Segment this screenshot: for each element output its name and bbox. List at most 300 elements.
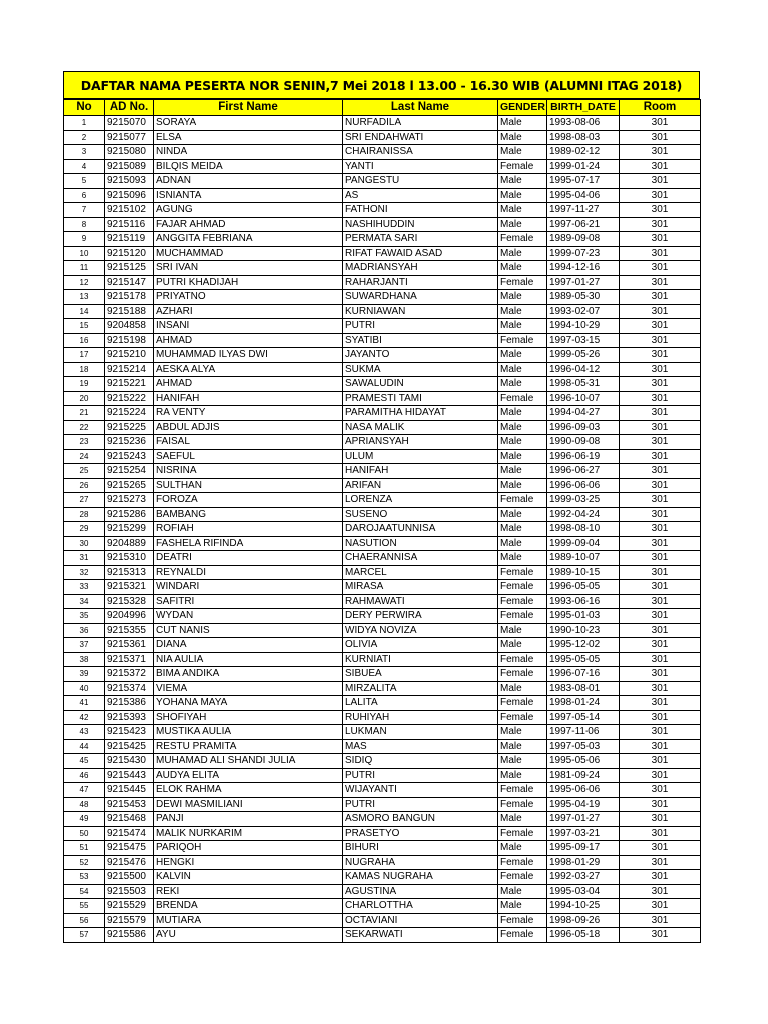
birth-date-cell: 1997-11-27 — [547, 203, 620, 218]
birth-date-cell: 1989-05-30 — [547, 290, 620, 305]
first-name-cell: NIA AULIA — [154, 652, 343, 667]
gender-cell: Male — [498, 536, 547, 551]
room-cell: 301 — [620, 551, 701, 566]
table-row — [64, 913, 701, 928]
last-name-cell: FATHONI — [343, 203, 498, 218]
table-row — [64, 130, 701, 145]
birth-date-cell: 1997-06-21 — [547, 217, 620, 232]
gender-cell: Male — [498, 406, 547, 421]
row-no-cell: 33 — [64, 580, 105, 595]
gender-cell: Female — [498, 797, 547, 812]
last-name-cell: MADRIANSYAH — [343, 261, 498, 276]
last-name-cell: WIJAYANTI — [343, 783, 498, 798]
gender-cell: Female — [498, 667, 547, 682]
table-row — [64, 449, 701, 464]
first-name-cell: INSANI — [154, 319, 343, 334]
birth-date-cell: 1996-05-18 — [547, 928, 620, 943]
room-cell: 301 — [620, 884, 701, 899]
first-name-cell: RESTU PRAMITA — [154, 739, 343, 754]
first-name-cell: CUT NANIS — [154, 623, 343, 638]
gender-cell: Male — [498, 884, 547, 899]
table-row — [64, 696, 701, 711]
table-row — [64, 217, 701, 232]
room-cell: 301 — [620, 348, 701, 363]
last-name-cell: KURNIAWAN — [343, 304, 498, 319]
row-no-cell: 32 — [64, 565, 105, 580]
room-cell: 301 — [620, 159, 701, 174]
birth-date-cell: 1995-06-06 — [547, 783, 620, 798]
row-no-cell: 30 — [64, 536, 105, 551]
ad-no-cell: 9215529 — [105, 899, 154, 914]
first-name-cell: ANGGITA FEBRIANA — [154, 232, 343, 247]
last-name-cell: NURFADILA — [343, 116, 498, 131]
participant-table — [63, 99, 701, 943]
room-cell: 301 — [620, 174, 701, 189]
room-cell: 301 — [620, 261, 701, 276]
ad-no-cell: 9215198 — [105, 333, 154, 348]
birth-date-cell: 1993-06-16 — [547, 594, 620, 609]
birth-date-cell: 1998-08-10 — [547, 522, 620, 537]
table-row — [64, 232, 701, 247]
ad-no-cell: 9215210 — [105, 348, 154, 363]
table-row — [64, 159, 701, 174]
ad-no-cell: 9204996 — [105, 609, 154, 624]
gender-cell: Male — [498, 174, 547, 189]
first-name-cell: AZHARI — [154, 304, 343, 319]
last-name-cell: RAHARJANTI — [343, 275, 498, 290]
row-no-cell: 37 — [64, 638, 105, 653]
last-name-cell: NASUTION — [343, 536, 498, 551]
ad-no-cell: 9215361 — [105, 638, 154, 653]
ad-no-cell: 9215430 — [105, 754, 154, 769]
ad-no-cell: 9215222 — [105, 391, 154, 406]
table-row — [64, 319, 701, 334]
room-cell: 301 — [620, 812, 701, 827]
row-no-cell: 29 — [64, 522, 105, 537]
row-no-cell: 35 — [64, 609, 105, 624]
birth-date-cell: 1997-01-27 — [547, 812, 620, 827]
table-row — [64, 551, 701, 566]
birth-date-cell: 1998-09-26 — [547, 913, 620, 928]
row-no-cell: 26 — [64, 478, 105, 493]
first-name-cell: BIMA ANDIKA — [154, 667, 343, 682]
birth-date-cell: 1996-09-03 — [547, 420, 620, 435]
ad-no-cell: 9215273 — [105, 493, 154, 508]
col-header-gender: GENDER — [498, 100, 547, 116]
room-cell: 301 — [620, 377, 701, 392]
gender-cell: Male — [498, 464, 547, 479]
gender-cell: Female — [498, 870, 547, 885]
birth-date-cell: 1989-10-15 — [547, 565, 620, 580]
gender-cell: Female — [498, 855, 547, 870]
table-row — [64, 507, 701, 522]
birth-date-cell: 1995-07-17 — [547, 174, 620, 189]
ad-no-cell: 9215468 — [105, 812, 154, 827]
room-cell: 301 — [620, 754, 701, 769]
last-name-cell: RIFAT FAWAID ASAD — [343, 246, 498, 261]
birth-date-cell: 1996-10-07 — [547, 391, 620, 406]
first-name-cell: AESKA ALYA — [154, 362, 343, 377]
room-cell: 301 — [620, 130, 701, 145]
ad-no-cell: 9215586 — [105, 928, 154, 943]
row-no-cell: 21 — [64, 406, 105, 421]
row-no-cell: 19 — [64, 377, 105, 392]
row-no-cell: 39 — [64, 667, 105, 682]
participant-sheet — [63, 71, 700, 943]
last-name-cell: SRI ENDAHWATI — [343, 130, 498, 145]
row-no-cell: 54 — [64, 884, 105, 899]
birth-date-cell: 1995-01-03 — [547, 609, 620, 624]
table-row — [64, 203, 701, 218]
room-cell: 301 — [620, 623, 701, 638]
ad-no-cell: 9215077 — [105, 130, 154, 145]
room-cell: 301 — [620, 319, 701, 334]
last-name-cell: RUHIYAH — [343, 710, 498, 725]
room-cell: 301 — [620, 870, 701, 885]
birth-date-cell: 1994-10-29 — [547, 319, 620, 334]
table-row — [64, 623, 701, 638]
birth-date-cell: 1990-09-08 — [547, 435, 620, 450]
table-row — [64, 333, 701, 348]
gender-cell: Male — [498, 739, 547, 754]
row-no-cell: 50 — [64, 826, 105, 841]
last-name-cell: PERMATA SARI — [343, 232, 498, 247]
row-no-cell: 42 — [64, 710, 105, 725]
gender-cell: Female — [498, 696, 547, 711]
gender-cell: Male — [498, 725, 547, 740]
col-header-ad-no: AD No. — [105, 100, 154, 116]
room-cell: 301 — [620, 797, 701, 812]
birth-date-cell: 1996-06-19 — [547, 449, 620, 464]
first-name-cell: FAJAR AHMAD — [154, 217, 343, 232]
first-name-cell: WINDARI — [154, 580, 343, 595]
last-name-cell: YANTI — [343, 159, 498, 174]
ad-no-cell: 9215503 — [105, 884, 154, 899]
ad-no-cell: 9215147 — [105, 275, 154, 290]
gender-cell: Male — [498, 116, 547, 131]
last-name-cell: AS — [343, 188, 498, 203]
table-row — [64, 855, 701, 870]
ad-no-cell: 9215236 — [105, 435, 154, 450]
room-cell: 301 — [620, 435, 701, 450]
first-name-cell: ELSA — [154, 130, 343, 145]
ad-no-cell: 9215120 — [105, 246, 154, 261]
last-name-cell: PANGESTU — [343, 174, 498, 189]
col-header-no: No — [64, 100, 105, 116]
first-name-cell: DIANA — [154, 638, 343, 653]
table-row — [64, 580, 701, 595]
table-row — [64, 290, 701, 305]
room-cell: 301 — [620, 522, 701, 537]
last-name-cell: SEKARWATI — [343, 928, 498, 943]
last-name-cell: SAWALUDIN — [343, 377, 498, 392]
first-name-cell: SRI IVAN — [154, 261, 343, 276]
row-no-cell: 14 — [64, 304, 105, 319]
row-no-cell: 16 — [64, 333, 105, 348]
row-no-cell: 46 — [64, 768, 105, 783]
table-row — [64, 435, 701, 450]
row-no-cell: 5 — [64, 174, 105, 189]
last-name-cell: CHARLOTTHA — [343, 899, 498, 914]
gender-cell: Male — [498, 217, 547, 232]
last-name-cell: BIHURI — [343, 841, 498, 856]
room-cell: 301 — [620, 188, 701, 203]
gender-cell: Male — [498, 754, 547, 769]
first-name-cell: MUCHAMMAD — [154, 246, 343, 261]
table-row — [64, 754, 701, 769]
ad-no-cell: 9215313 — [105, 565, 154, 580]
ad-no-cell: 9215221 — [105, 377, 154, 392]
last-name-cell: MIRZALITA — [343, 681, 498, 696]
table-row — [64, 362, 701, 377]
last-name-cell: DERY PERWIRA — [343, 609, 498, 624]
ad-no-cell: 9215423 — [105, 725, 154, 740]
room-cell: 301 — [620, 362, 701, 377]
row-no-cell: 1 — [64, 116, 105, 131]
gender-cell: Female — [498, 710, 547, 725]
first-name-cell: VIEMA — [154, 681, 343, 696]
room-cell: 301 — [620, 290, 701, 305]
birth-date-cell: 1999-09-04 — [547, 536, 620, 551]
row-no-cell: 15 — [64, 319, 105, 334]
last-name-cell: PRASETYO — [343, 826, 498, 841]
last-name-cell: LUKMAN — [343, 725, 498, 740]
first-name-cell: SULTHAN — [154, 478, 343, 493]
table-row — [64, 464, 701, 479]
ad-no-cell: 9215224 — [105, 406, 154, 421]
gender-cell: Male — [498, 130, 547, 145]
table-row — [64, 710, 701, 725]
room-cell: 301 — [620, 536, 701, 551]
room-cell: 301 — [620, 420, 701, 435]
ad-no-cell: 9215372 — [105, 667, 154, 682]
room-cell: 301 — [620, 391, 701, 406]
room-cell: 301 — [620, 275, 701, 290]
table-body — [64, 116, 701, 943]
last-name-cell: PUTRI — [343, 319, 498, 334]
ad-no-cell: 9215119 — [105, 232, 154, 247]
row-no-cell: 28 — [64, 507, 105, 522]
table-row — [64, 188, 701, 203]
ad-no-cell: 9215474 — [105, 826, 154, 841]
table-row — [64, 725, 701, 740]
ad-no-cell: 9215089 — [105, 159, 154, 174]
gender-cell: Male — [498, 899, 547, 914]
room-cell: 301 — [620, 841, 701, 856]
first-name-cell: ROFIAH — [154, 522, 343, 537]
gender-cell: Male — [498, 812, 547, 827]
last-name-cell: NASA MALIK — [343, 420, 498, 435]
row-no-cell: 11 — [64, 261, 105, 276]
row-no-cell: 27 — [64, 493, 105, 508]
last-name-cell: SYATIBI — [343, 333, 498, 348]
birth-date-cell: 1997-05-14 — [547, 710, 620, 725]
room-cell: 301 — [620, 580, 701, 595]
birth-date-cell: 1993-02-07 — [547, 304, 620, 319]
row-no-cell: 18 — [64, 362, 105, 377]
header-row — [64, 100, 701, 116]
ad-no-cell: 9204889 — [105, 536, 154, 551]
first-name-cell: AUDYA ELITA — [154, 768, 343, 783]
row-no-cell: 10 — [64, 246, 105, 261]
first-name-cell: SAEFUL — [154, 449, 343, 464]
table-row — [64, 594, 701, 609]
birth-date-cell: 1996-04-12 — [547, 362, 620, 377]
table-row — [64, 261, 701, 276]
row-no-cell: 48 — [64, 797, 105, 812]
last-name-cell: OCTAVIANI — [343, 913, 498, 928]
room-cell: 301 — [620, 913, 701, 928]
first-name-cell: AHMAD — [154, 377, 343, 392]
room-cell: 301 — [620, 449, 701, 464]
last-name-cell: PRAMESTI TAMI — [343, 391, 498, 406]
room-cell: 301 — [620, 246, 701, 261]
last-name-cell: RAHMAWATI — [343, 594, 498, 609]
ad-no-cell: 9215070 — [105, 116, 154, 131]
gender-cell: Female — [498, 652, 547, 667]
table-row — [64, 783, 701, 798]
table-row — [64, 812, 701, 827]
ad-no-cell: 9215475 — [105, 841, 154, 856]
room-cell: 301 — [620, 652, 701, 667]
first-name-cell: SHOFIYAH — [154, 710, 343, 725]
last-name-cell: NUGRAHA — [343, 855, 498, 870]
first-name-cell: BAMBANG — [154, 507, 343, 522]
birth-date-cell: 1995-04-19 — [547, 797, 620, 812]
table-row — [64, 609, 701, 624]
table-row — [64, 768, 701, 783]
gender-cell: Male — [498, 203, 547, 218]
ad-no-cell: 9215500 — [105, 870, 154, 885]
first-name-cell: AHMAD — [154, 333, 343, 348]
row-no-cell: 2 — [64, 130, 105, 145]
room-cell: 301 — [620, 928, 701, 943]
room-cell: 301 — [620, 478, 701, 493]
last-name-cell: JAYANTO — [343, 348, 498, 363]
row-no-cell: 6 — [64, 188, 105, 203]
row-no-cell: 3 — [64, 145, 105, 160]
table-row — [64, 884, 701, 899]
gender-cell: Male — [498, 478, 547, 493]
birth-date-cell: 1996-06-27 — [547, 464, 620, 479]
first-name-cell: DEATRI — [154, 551, 343, 566]
birth-date-cell: 1990-10-23 — [547, 623, 620, 638]
table-row — [64, 797, 701, 812]
gender-cell: Male — [498, 246, 547, 261]
ad-no-cell: 9215243 — [105, 449, 154, 464]
gender-cell: Female — [498, 275, 547, 290]
table-row — [64, 478, 701, 493]
birth-date-cell: 1992-04-24 — [547, 507, 620, 522]
ad-no-cell: 9215178 — [105, 290, 154, 305]
row-no-cell: 38 — [64, 652, 105, 667]
row-no-cell: 9 — [64, 232, 105, 247]
first-name-cell: FASHELA RIFINDA — [154, 536, 343, 551]
first-name-cell: AYU — [154, 928, 343, 943]
last-name-cell: AGUSTINA — [343, 884, 498, 899]
ad-no-cell: 9215093 — [105, 174, 154, 189]
table-row — [64, 638, 701, 653]
room-cell: 301 — [620, 493, 701, 508]
ad-no-cell: 9215443 — [105, 768, 154, 783]
table-row — [64, 899, 701, 914]
room-cell: 301 — [620, 232, 701, 247]
first-name-cell: AGUNG — [154, 203, 343, 218]
gender-cell: Male — [498, 290, 547, 305]
row-no-cell: 41 — [64, 696, 105, 711]
last-name-cell: ULUM — [343, 449, 498, 464]
table-row — [64, 174, 701, 189]
row-no-cell: 53 — [64, 870, 105, 885]
col-header-birth-date: BIRTH_DATE — [547, 100, 620, 116]
birth-date-cell: 1998-08-03 — [547, 130, 620, 145]
gender-cell: Male — [498, 681, 547, 696]
ad-no-cell: 9215116 — [105, 217, 154, 232]
ad-no-cell: 9215371 — [105, 652, 154, 667]
last-name-cell: SUSENO — [343, 507, 498, 522]
sheet-title: DAFTAR NAMA PESERTA NOR SENIN,7 Mei 2018 l 13.00 - 16.30 WIB (ALUMNI ITAG 2018) — [63, 71, 700, 99]
first-name-cell: PUTRI KHADIJAH — [154, 275, 343, 290]
table-row — [64, 841, 701, 856]
birth-date-cell: 1989-02-12 — [547, 145, 620, 160]
first-name-cell: NINDA — [154, 145, 343, 160]
ad-no-cell: 9215286 — [105, 507, 154, 522]
last-name-cell: DAROJAATUNNISA — [343, 522, 498, 537]
row-no-cell: 4 — [64, 159, 105, 174]
gender-cell: Male — [498, 319, 547, 334]
ad-no-cell: 9215310 — [105, 551, 154, 566]
first-name-cell: ADNAN — [154, 174, 343, 189]
row-no-cell: 13 — [64, 290, 105, 305]
first-name-cell: FAISAL — [154, 435, 343, 450]
birth-date-cell: 1997-01-27 — [547, 275, 620, 290]
first-name-cell: MUHAMMAD ILYAS DWI — [154, 348, 343, 363]
row-no-cell: 22 — [64, 420, 105, 435]
gender-cell: Male — [498, 449, 547, 464]
gender-cell: Male — [498, 768, 547, 783]
birth-date-cell: 1994-10-25 — [547, 899, 620, 914]
ad-no-cell: 9215425 — [105, 739, 154, 754]
ad-no-cell: 9215102 — [105, 203, 154, 218]
room-cell: 301 — [620, 406, 701, 421]
first-name-cell: HANIFAH — [154, 391, 343, 406]
row-no-cell: 43 — [64, 725, 105, 740]
birth-date-cell: 1996-06-06 — [547, 478, 620, 493]
gender-cell: Female — [498, 333, 547, 348]
first-name-cell: PARIQOH — [154, 841, 343, 856]
row-no-cell: 45 — [64, 754, 105, 769]
ad-no-cell: 9215393 — [105, 710, 154, 725]
first-name-cell: WYDAN — [154, 609, 343, 624]
row-no-cell: 24 — [64, 449, 105, 464]
row-no-cell: 8 — [64, 217, 105, 232]
col-header-room: Room — [620, 100, 701, 116]
table-row — [64, 667, 701, 682]
col-header-first-name: First Name — [154, 100, 343, 116]
room-cell: 301 — [620, 739, 701, 754]
row-no-cell: 12 — [64, 275, 105, 290]
row-no-cell: 57 — [64, 928, 105, 943]
first-name-cell: MALIK NURKARIM — [154, 826, 343, 841]
row-no-cell: 25 — [64, 464, 105, 479]
first-name-cell: BRENDA — [154, 899, 343, 914]
room-cell: 301 — [620, 768, 701, 783]
ad-no-cell: 9215476 — [105, 855, 154, 870]
birth-date-cell: 1997-11-06 — [547, 725, 620, 740]
room-cell: 301 — [620, 710, 701, 725]
room-cell: 301 — [620, 681, 701, 696]
birth-date-cell: 1995-03-04 — [547, 884, 620, 899]
